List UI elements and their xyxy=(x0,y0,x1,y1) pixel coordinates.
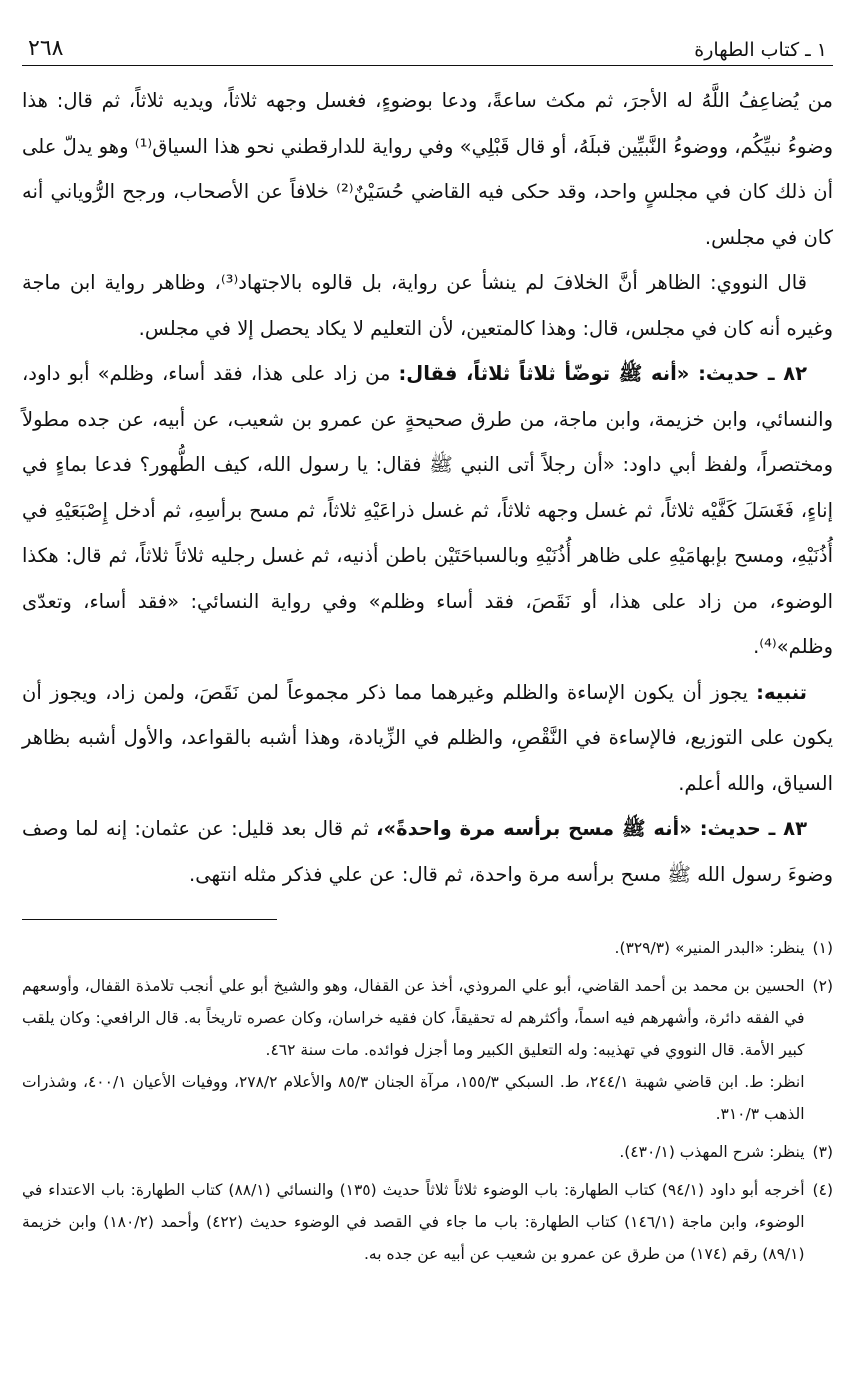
footnote-number: (١) xyxy=(812,939,833,957)
footnote-text: ينظر: شرح المهذب (٤٣٠/١). xyxy=(619,1143,805,1161)
footnote-4 xyxy=(22,1174,833,1270)
note-paragraph xyxy=(22,670,833,807)
footnote-text: ينظر: «البدر المنير» (٣٢٩/٣). xyxy=(614,939,805,957)
footnote-separator xyxy=(22,919,277,920)
footnote-2 xyxy=(22,970,833,1130)
footnote-number: (٣) xyxy=(812,1143,833,1161)
page-number: ٢٦٨ xyxy=(28,36,64,61)
footnote-number: (٤) xyxy=(812,1181,833,1199)
paragraph-2: قال النووي: الظاهر أنَّ الخلافَ لم ينشأ عن رواية، بل قالوه بالاجتهاد⁽³⁾، وظاهر رواية ابن ماجة وغيره أنه كان في مجلس، قال: وهذا كالمتعين، لأن التعليم لا يكاد يحصل إلا في مجلس. xyxy=(22,271,833,340)
footnote-3 xyxy=(22,1136,833,1168)
hadith-83 xyxy=(22,806,833,897)
footnotes xyxy=(22,932,833,1270)
book-page xyxy=(22,18,833,1365)
footnote-number: (٢) xyxy=(812,977,833,995)
main-text xyxy=(22,78,833,897)
footnote-1 xyxy=(22,932,833,964)
hadith-83-label: ٨٣ ـ حديث: «أنه ﷺ مسح برأسه مرة واحدةً»، xyxy=(376,817,807,840)
footnote-text: الحسين بن محمد بن أحمد القاضي، أبو علي المروذي، أخذ عن القفال، وهو والشيخ أبو علي أنجب تلامذة القفال، وأوسعهم في الفقه دائرة، وأشهرهم فيه اسماً، وأكثرهم له تحقيقاً، كان فقيه خراسان، وكان عصره تاريخاً به. قال الرافعي: وكان يلقب كبير الأمة. قال النووي في تهذيبه: وله التعليق الكبير وما أجزل فوائده. مات سنة ٤٦٢. انظر: ط. ابن قاضي شهبة ٢٤٤/١، ط. السبكي ١٥٥/٣، مرآة الجنان ٨٥/٣ والأعلام ٢٧٨/٢، ووفيات الأعيان ٤٠٠/١، وشذرات الذهب ٣١٠/٣. xyxy=(22,977,805,1123)
footnote-text: أخرجه أبو داود (٩٤/١) كتاب الطهارة: باب الوضوء ثلاثاً ثلاثاً حديث (١٣٥) والنسائي (٨٨/١) كتاب الطهارة: باب الاعتداء في الوضوء، وابن ماجة (١٤٦/١) كتاب الطهارة: باب ما جاء في القصد في الوضوء حديث (٤٢٢) وأحمد (١٨٠/٢) وابن خزيمة (٨٩/١) رقم (١٧٤) من طرق عن عمرو بن شعيب عن أبيه عن جده به. xyxy=(22,1181,805,1263)
note-label: تنبيه: xyxy=(756,680,807,704)
hadith-82 xyxy=(22,351,833,670)
running-head: ١ ـ كتاب الطهارة xyxy=(694,39,827,61)
hadith-82-text: من زاد على هذا، فقد أساء، وظلم» أبو داود، والنسائي، وابن خزيمة، وابن ماجة، من طرق صحيحةٍ عن عمرو بن شعيب، عن أبيه، عن جده مطولاً ومختصراً، ولفظ أبي داود: «أن رجلاً أتى النبي ﷺ فقال: يا رسول الله، كيف الطُّهور؟ فدعا بماءٍ في إناءٍ، فَغَسَلَ كَفَّيْه ثلاثاً، ثم غسل وجهه ثلاثاً، ثم غسل ذراعَيْهِ ثلاثاً، ثم مسح برأسِهِ، ثم أدخل إِصْبَعَيْهِ في أُذُنَيْهِ، ومسح بإبهامَيْهِ على ظاهر أُذُنَيْهِ وبالسباحَتَيْن باطن أذنيه، ثم غسل رجليه ثلاثاً ثلاثاً، ثم قال: هكذا الوضوء، من زاد على هذا، أو نَقَصَ، فقد أساء وظلم» وفي رواية النسائي: «فقد أساء، وتعدّى وظلم»⁽⁴⁾. xyxy=(22,362,833,658)
hadith-83-text: ثم قال بعد قليل: عن عثمان: إنه لما وصف وضوءَ رسول الله ﷺ مسح برأسه مرة واحدة، ثم قال: عن علي فذكر مثله انتهى. xyxy=(22,817,833,886)
hadith-82-label: ٨٢ ـ حديث: «أنه ﷺ توضّأ ثلاثاً ثلاثاً، فقال: xyxy=(398,362,807,385)
paragraph-1: من يُضاعِفُ اللَّهُ له الأجرَ، ثم مكث ساعةً، ودعا بوضوءٍ، فغسل وجهه ثلاثاً، ويديه ثلاثاً، ثم قال: هذا وضوءُ نبيِّكُم، ووضوءُ النَّبيِّين قبلَهُ، أو قال قَبْلِي» وفي رواية للدارقطني نحو هذا السياق⁽¹⁾ وهو يدلّ على أن ذلك كان في مجلسٍ واحد، وقد حكى فيه القاضي حُسَيْنٌ⁽²⁾ خلافاً عن الأصحاب، ورجح الرُّوياني أنه كان في مجلس. xyxy=(22,89,834,249)
page-header xyxy=(22,18,833,66)
note-text: يجوز أن يكون الإساءة والظلم وغيرهما مما ذكر مجموعاً لمن نَقَصَ، ولمن زاد، ويجوز أن يكون على التوزيع، فالإساءة في النَّقْصِ، والظلم في الزِّيادة، وهذا أشبه بالقواعد، والأول أشبه بظاهر السياق، والله أعلم. xyxy=(22,680,833,795)
